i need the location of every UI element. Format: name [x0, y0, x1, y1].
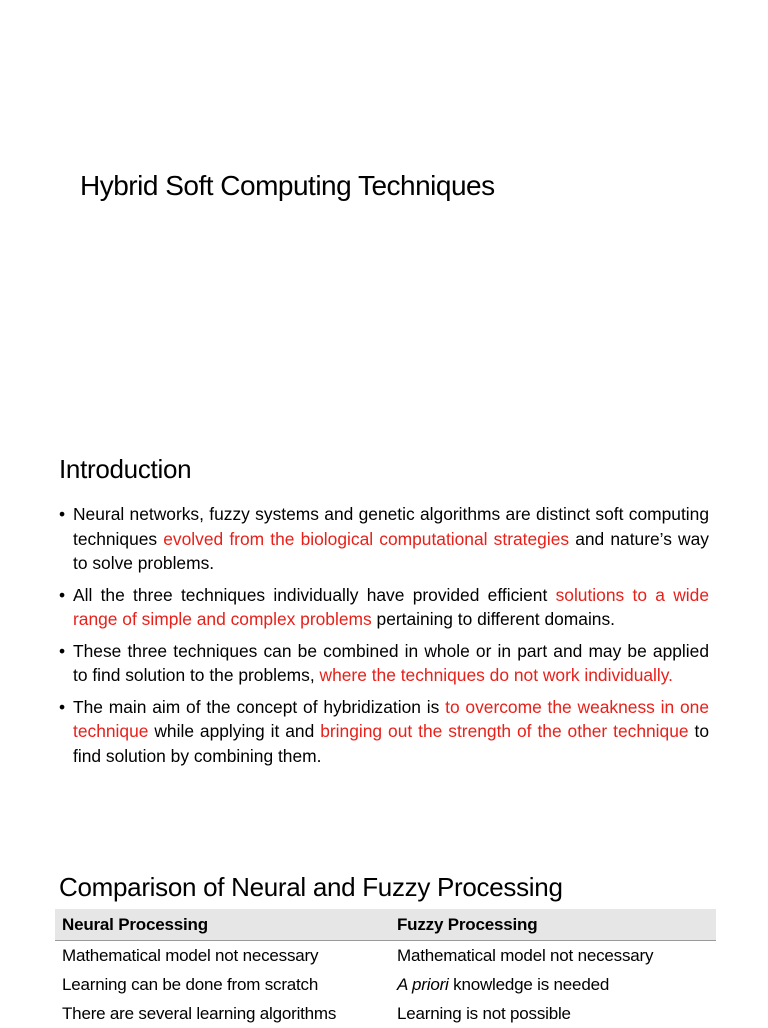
fuzzy-cell — [390, 970, 716, 999]
bullet-text: pertaining to different domains. — [371, 609, 616, 629]
introduction-heading: Introduction — [59, 454, 192, 484]
table-row — [55, 970, 716, 999]
highlighted-text: evolved from the biological computational strategies — [163, 528, 570, 549]
fuzzy-cell-text: Mathematical model not necessary — [397, 945, 654, 965]
table-header-row — [55, 909, 716, 941]
bullet-text: These three techniques can be combined in whole or in part and may be applied to find solution to the problems, — [73, 640, 709, 685]
fuzzy-cell-text: Learning is not possible — [397, 1003, 571, 1023]
bullet-item — [59, 695, 709, 769]
neural-cell: There are several learning algorithms — [62, 1003, 337, 1023]
fuzzy-cell-emphasis: A priori — [397, 974, 449, 994]
neural-cell: Learning can be done from scratch — [62, 974, 319, 994]
bullet-text: to find solution by combining them. — [73, 721, 709, 766]
bullet-item — [59, 502, 709, 576]
column-header-fuzzy: Fuzzy Processing — [397, 914, 538, 934]
highlighted-text: where the techniques do not work individually. — [319, 665, 674, 685]
highlighted-text: bringing out the strength of the other technique — [320, 721, 689, 741]
introduction-bullet-list — [59, 502, 709, 775]
bullet-text: The main aim of the concept of hybridization is — [73, 696, 446, 717]
table-row — [55, 941, 716, 971]
bullet-dot-icon: • — [59, 640, 66, 661]
bullet-text: Neural networks, fuzzy systems and genetic algorithms are distinct soft computing techniques — [73, 504, 709, 549]
comparison-heading: Comparison of Neural and Fuzzy Processing — [59, 872, 563, 902]
bullet-item — [59, 583, 709, 632]
slide-title: Hybrid Soft Computing Techniques — [80, 170, 495, 201]
fuzzy-cell — [390, 941, 716, 971]
highlighted-text: to overcome the weakness in one technique — [73, 696, 709, 741]
comparison-table — [55, 909, 716, 1028]
bullet-dot-icon: • — [59, 584, 66, 605]
neural-cell: Mathematical model not necessary — [62, 945, 319, 965]
bullet-text: while applying it and — [148, 721, 321, 741]
bullet-dot-icon: • — [59, 504, 66, 524]
bullet-item — [59, 639, 709, 688]
bullet-dot-icon: • — [59, 696, 66, 717]
fuzzy-cell-text: knowledge is needed — [448, 974, 610, 994]
highlighted-text: solutions to a wide range of simple and complex problems — [73, 584, 709, 629]
bullet-text: and nature’s way to solve problems. — [73, 528, 709, 573]
column-header-neural: Neural Processing — [62, 914, 208, 934]
bullet-text: All the three techniques individually have provided efficient — [73, 584, 556, 605]
